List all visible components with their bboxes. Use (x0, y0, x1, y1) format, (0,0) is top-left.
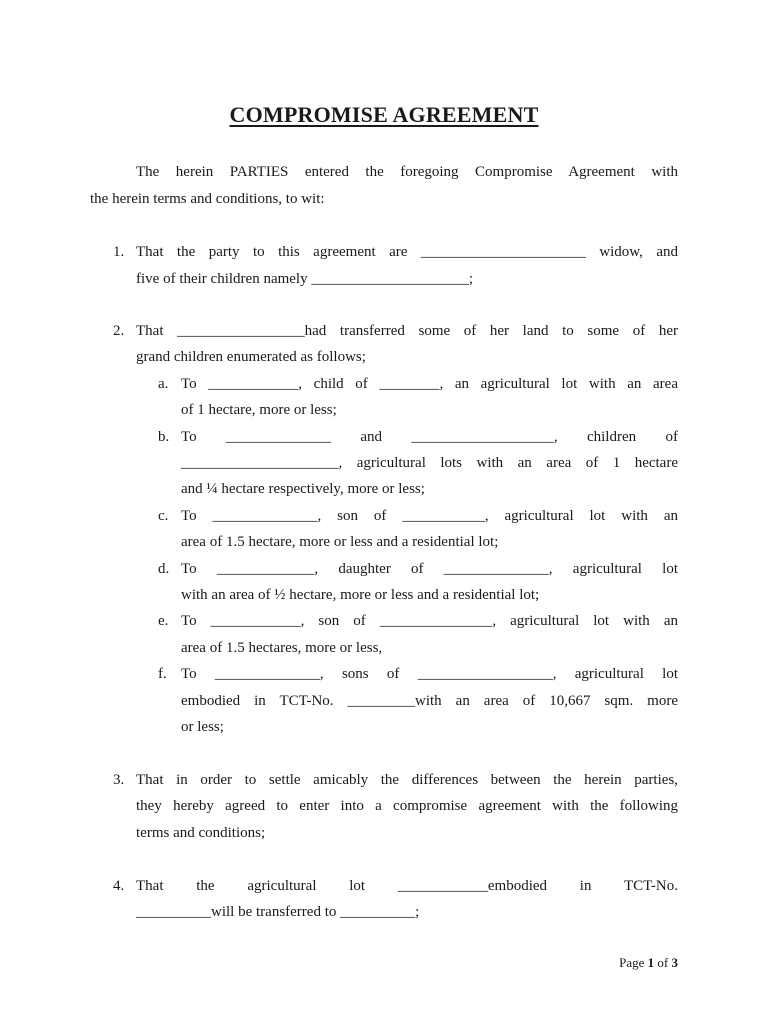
clause-3-line-2: they hereby agreed to enter into a compromise agreement with the following (136, 798, 678, 814)
item-c-line-2: area of 1.5 hectare, more or less and a residential lot; (181, 534, 499, 550)
item-c-line-1: To ______________, son of ___________, agricultural lot with an (181, 508, 678, 524)
item-b-line-2: _____________________, agricultural lots with an area of 1 hectare (181, 455, 678, 471)
intro-line-1: The herein PARTIES entered the foregoing Compromise Agreement with (136, 164, 678, 180)
item-d-letter: d. (158, 561, 170, 577)
item-c-letter: c. (158, 508, 169, 524)
intro-line-2: the herein terms and conditions, to wit: (90, 191, 325, 207)
clause-2-line-2: grand children enumerated as follows; (136, 349, 366, 365)
page-current: 1 (647, 955, 655, 970)
page-indicator (619, 955, 678, 971)
document-title: COMPROMISE AGREEMENT (229, 102, 539, 127)
item-e-line-1: To ____________, son of _______________, agricultural lot with an (181, 613, 678, 629)
item-a-line-1: To ____________, child of ________, an agricultural lot with an area (181, 376, 678, 392)
clause-4-line-2: __________will be transferred to __________; (136, 904, 420, 920)
item-d-line-1: To _____________, daughter of ______________, agricultural lot (181, 561, 678, 577)
item-b-line-3: and ¼ hectare respectively, more or less; (181, 481, 425, 497)
item-b-line-1: To ______________ and ___________________, children of (181, 429, 678, 445)
clause-2-number: 2. (113, 323, 125, 339)
item-f-line-2: embodied in TCT-No. _________with an area of 10,667 sqm. more (181, 693, 678, 709)
clause-2-line-1: That _________________had transferred some of her land to some of her (136, 323, 678, 339)
item-f-line-3: or less; (181, 719, 224, 735)
clause-4-line-1: That the agricultural lot ____________embodied in TCT-No. (136, 878, 678, 894)
clause-1-number: 1. (113, 244, 125, 260)
item-a-line-2: of 1 hectare, more or less; (181, 402, 337, 418)
clause-1-line-1: That the party to this agreement are ______________________ widow, and (136, 244, 678, 260)
item-e-letter: e. (158, 613, 169, 629)
item-e-line-2: area of 1.5 hectares, more or less, (181, 640, 383, 656)
item-f-line-1: To ______________, sons of __________________, agricultural lot (181, 666, 678, 682)
page-separator: of (654, 955, 672, 970)
item-b-letter: b. (158, 429, 170, 445)
clause-3-number: 3. (113, 772, 125, 788)
item-a-letter: a. (158, 376, 169, 392)
clause-3-line-3: terms and conditions; (136, 825, 266, 841)
page-total: 3 (671, 955, 678, 970)
page-prefix: Page (619, 955, 648, 970)
clause-3-line-1: That in order to settle amicably the differences between the herein parties, (136, 772, 678, 788)
clause-1-line-2: five of their children namely _____________________; (136, 271, 474, 287)
item-d-line-2: with an area of ½ hectare, more or less and a residential lot; (181, 587, 540, 603)
clause-4-number: 4. (113, 878, 125, 894)
item-f-letter: f. (158, 666, 167, 682)
